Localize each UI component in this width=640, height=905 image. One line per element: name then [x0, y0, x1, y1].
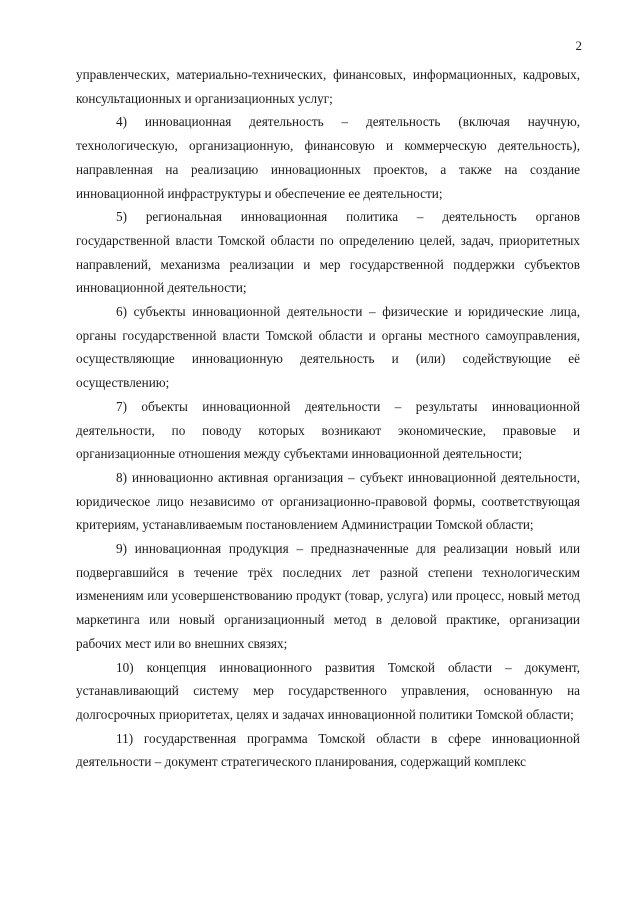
- paragraph-item-9: 9) инновационная продукция – предназначенные для реализации новый или подвергавшийся в течение трёх последних лет разной степени технологическим изменениям или усовершенствованию продукт (товар, услуга) или процесс, новый метод маркетинга или новый организационный метод в деловой практике, организации рабочих мест или во внешних связях;: [76, 541, 580, 651]
- paragraph-item-5: 5) региональная инновационная политика – деятельность органов государственной власти Томской области по определению целей, задач, приоритетных направлений, механизма реализации и мер государственной поддержки субъектов инновационной деятельности;: [76, 209, 580, 296]
- paragraph-continuation: управленческих, материально-технических, финансовых, информационных, кадровых, консультационных и организационных услуг;: [76, 67, 580, 106]
- paragraph-item-6: 6) субъекты инновационной деятельности – физические и юридические лица, органы государственной власти Томской области и органы местного самоуправления, осуществляющие инновационную деятельность и (или) содействующие её осуществлению;: [76, 304, 580, 391]
- document-body: [76, 63, 580, 774]
- paragraph-item-10: 10) концепция инновационного развития Томской области – документ, устанавливающий систему мер государственного управления, основанную на долгосрочных приоритетах, целях и задачах инновационной политики Томской области;: [76, 659, 580, 722]
- paragraph-item-7: 7) объекты инновационной деятельности – результаты инновационной деятельности, по поводу которых возникают экономические, правовые и организационные отношения между субъектами инновационной деятельности;: [76, 398, 580, 462]
- page-number: 2: [575, 38, 582, 53]
- paragraph-item-8: 8) инновационно активная организация – субъект инновационной деятельности, юридическое лицо независимо от организационно-правовой формы, соответствующая критериям, устанавливаемым постановлением Администрации Томской области;: [76, 469, 580, 533]
- paragraph-item-11: 11) государственная программа Томской области в сфере инновационной деятельности – документ стратегического планирования, содержащий комплекс: [76, 730, 580, 770]
- paragraph-item-4: 4) инновационная деятельность – деятельность (включая научную, технологическую, организационную, финансовую и коммерческую деятельность), направленная на реализацию инновационных проектов, а также на создание инновационной инфраструктуры и обеспечение ее деятельности;: [76, 114, 580, 201]
